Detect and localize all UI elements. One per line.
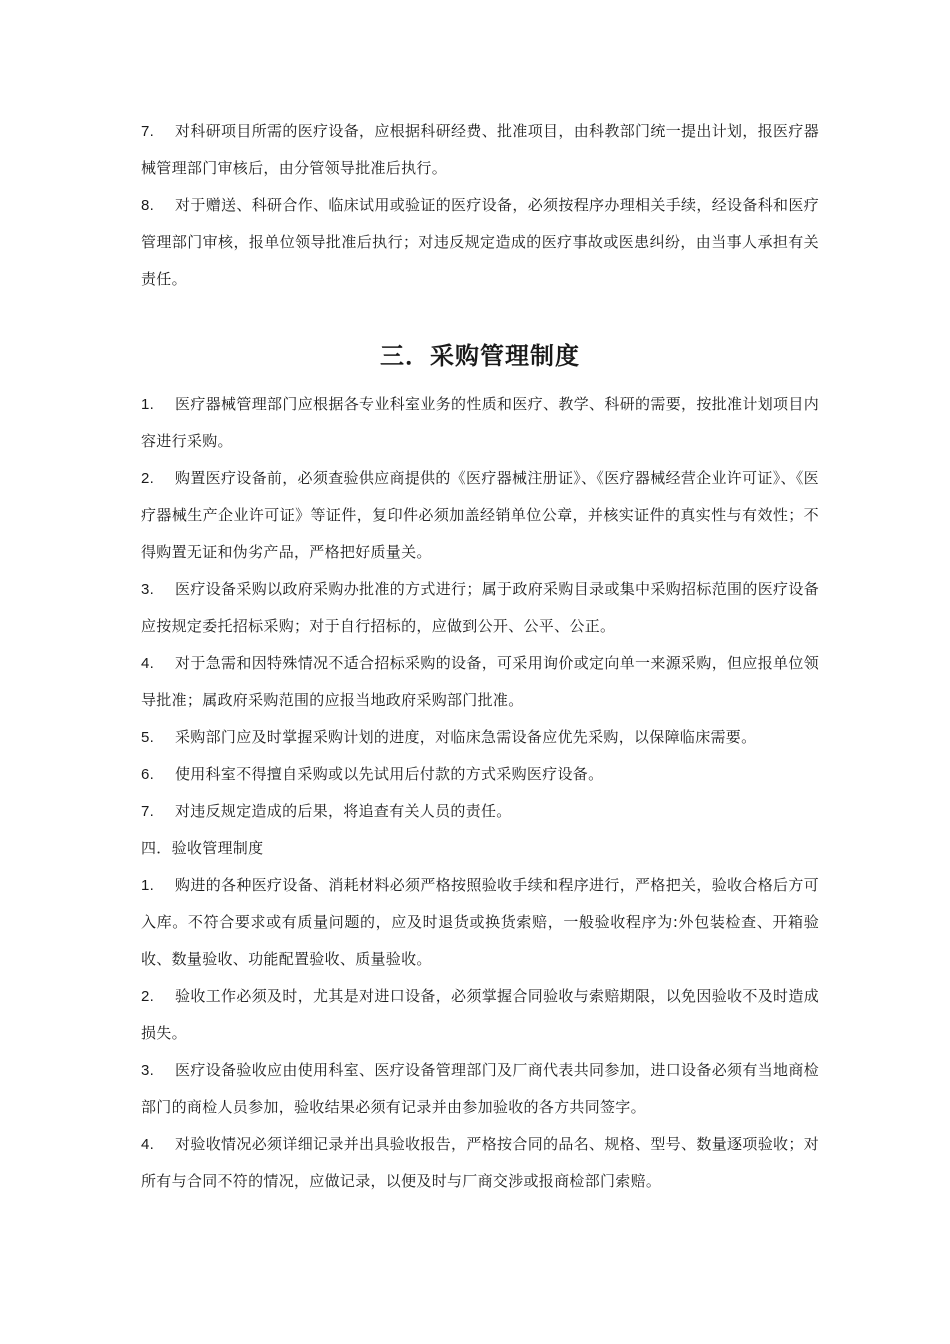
- item-number: 4.: [141, 655, 155, 672]
- list-item: [141, 645, 819, 719]
- item-text: 对验收情况必须详细记录并出具验收报告，严格按合同的品名、规格、型号、数量逐项验收；对所有与合同不符的情况，应做记录，以便及时与厂商交涉或报商检部门索赔。: [141, 1135, 819, 1190]
- item-number: 5.: [141, 729, 155, 746]
- item-text: 医疗器械管理部门应根据各专业科室业务的性质和医疗、教学、科研的需要，按批准计划项目内容进行采购。: [141, 395, 819, 450]
- list-item: [141, 386, 819, 460]
- section-title-procurement: 三．采购管理制度: [380, 341, 580, 370]
- item-number: 2.: [141, 470, 155, 487]
- list-item: [141, 867, 819, 978]
- item-text: 验收工作必须及时，尤其是对进口设备，必须掌握合同验收与索赔期限，以免因验收不及时造成损失。: [141, 987, 819, 1042]
- list-item: [141, 187, 819, 298]
- section-title-acceptance: 四．验收管理制度: [141, 839, 264, 857]
- list-item: [141, 793, 819, 830]
- item-number: 4.: [141, 1136, 155, 1153]
- item-text: 使用科室不得擅自采购或以先试用后付款的方式采购医疗设备。: [175, 765, 604, 783]
- list-item: [141, 113, 819, 187]
- document-body: [141, 113, 819, 1200]
- list-item: [141, 719, 819, 756]
- item-text: 购进的各种医疗设备、消耗材料必须严格按照验收手续和程序进行，严格把关，验收合格后方可入库。不符合要求或有质量问题的，应及时退货或换货索赔，一般验收程序为:外包装检查、开箱验收、数量验收、功能配置验收、质量验收。: [141, 876, 819, 968]
- item-text: 对于赠送、科研合作、临床试用或验证的医疗设备，必须按程序办理相关手续，经设备科和医疗管理部门审核，报单位领导批准后执行；对违反规定造成的医疗事故或医患纠纷，由当事人承担有关责任。: [141, 196, 819, 288]
- item-number: 6.: [141, 766, 155, 783]
- item-number: 1.: [141, 877, 155, 894]
- list-item: [141, 1052, 819, 1126]
- list-item: [141, 756, 819, 793]
- list-item: [141, 571, 819, 645]
- item-number: 1.: [141, 396, 155, 413]
- item-number: 8.: [141, 197, 155, 214]
- list-item: [141, 978, 819, 1052]
- item-number: 3.: [141, 1062, 155, 1079]
- list-item: [141, 1126, 819, 1200]
- item-text: 对违反规定造成的后果，将追查有关人员的责任。: [175, 802, 512, 820]
- item-number: 2.: [141, 988, 155, 1005]
- item-text: 对于急需和因特殊情况不适合招标采购的设备，可采用询价或定向单一来源采购，但应报单位领导批准；属政府采购范围的应报当地政府采购部门批准。: [141, 654, 819, 709]
- list-item: [141, 460, 819, 571]
- item-text: 医疗设备验收应由使用科室、医疗设备管理部门及厂商代表共同参加，进口设备必须有当地商检部门的商检人员参加，验收结果必须有记录并由参加验收的各方共同签字。: [141, 1061, 819, 1116]
- item-text: 医疗设备采购以政府采购办批准的方式进行；属于政府采购目录或集中采购招标范围的医疗设备应按规定委托招标采购；对于自行招标的，应做到公开、公平、公正。: [141, 580, 819, 635]
- item-number: 7.: [141, 803, 155, 820]
- item-text: 购置医疗设备前，必须查验供应商提供的《医疗器械注册证》、《医疗器械经营企业许可证》、《医疗器械生产企业许可证》等证件，复印件必须加盖经销单位公章，并核实证件的真实性与有效性；不得购置无证和伪劣产品，严格把好质量关。: [141, 469, 819, 561]
- item-text: 采购部门应及时掌握采购计划的进度，对临床急需设备应优先采购，以保障临床需要。: [175, 728, 757, 746]
- item-number: 7.: [141, 123, 155, 140]
- item-text: 对科研项目所需的医疗设备，应根据科研经费、批准项目，由科教部门统一提出计划，报医疗器械管理部门审核后，由分管领导批准后执行。: [141, 122, 819, 177]
- item-number: 3.: [141, 581, 155, 598]
